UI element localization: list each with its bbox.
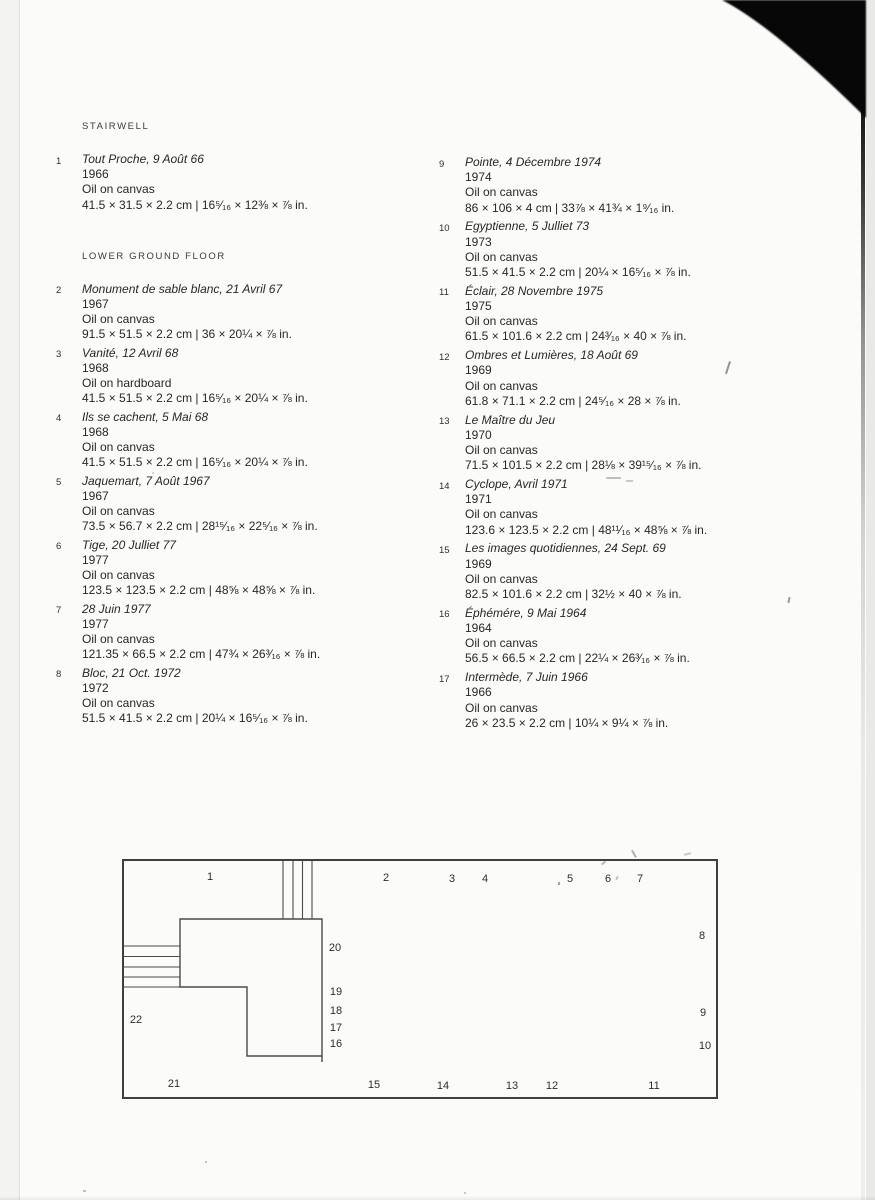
artwork-medium: Oil on canvas [465,443,538,458]
artwork-medium: Oil on canvas [82,696,155,711]
floor-plan-drawing [122,859,718,1099]
artwork-title: Le Maître du Jeu [465,412,556,427]
artwork-number: 17 [439,673,450,685]
artwork-number: 11 [439,287,449,299]
page-corner-fold [715,0,875,126]
artwork-dimensions: 86 × 106 × 4 cm | 33⅞ × 41¾ × 1⁹⁄₁₆ in. [465,200,675,215]
artwork-title: Ombres et Lumières, 18 Août 69 [465,348,638,363]
stairs-left [123,946,180,987]
artwork-entry [56,152,406,213]
artwork-number: 16 [439,609,450,621]
artwork-medium: Oil on canvas [465,378,538,393]
artwork-title: Tige, 20 Julliet 77 [82,537,176,552]
artwork-year: 1975 [465,299,492,314]
floor-plan-label: 11 [648,1080,660,1092]
scan-bottom-shadow [0,1196,875,1200]
artwork-number: 7 [56,605,62,617]
artwork-year: 1969 [465,556,492,571]
artwork-title: Bloc, 21 Oct. 1972 [82,665,181,680]
scan-artifact [464,1192,466,1194]
artwork-number: 5 [56,477,62,489]
artwork-number: 15 [439,544,450,556]
artwork-dimensions: 41.5 × 51.5 × 2.2 cm | 16⁵⁄₁₆ × 20¼ × ⅞ in. [82,391,308,406]
floor-plan-label: 21 [167,1078,181,1090]
floor-plan [122,859,718,1099]
artwork-dimensions: 71.5 × 101.5 × 2.2 cm | 28⅛ × 39¹⁵⁄₁₆ × ⅞ in. [465,458,702,473]
floor-plan-label: 1 [206,871,214,883]
scan-artifact [626,480,633,482]
floor-plan-label: 18 [329,1005,343,1017]
artwork-medium: Oil on canvas [82,182,155,197]
artwork-year: 1977 [82,553,109,568]
artwork-entry [439,284,789,345]
artwork-details [465,284,686,345]
floor-plan-label: 16 [329,1038,343,1050]
artwork-title: Éphémére, 9 Mai 1964 [465,605,587,620]
floor-plan-label: 22 [129,1014,143,1026]
artwork-entry [439,606,789,667]
artwork-entry [439,413,789,474]
artwork-details [465,606,690,667]
artwork-details [82,666,308,727]
artwork-title: Les images quotidiennes, 24 Sept. 69 [465,541,666,556]
artwork-year: 1972 [82,681,109,696]
floor-plan-label: 17 [329,1022,343,1034]
artwork-medium: Oil on canvas [82,632,155,647]
artwork-dimensions: 41.5 × 51.5 × 2.2 cm | 16⁵⁄₁₆ × 20¼ × ⅞ in. [82,455,308,470]
artwork-entry [439,670,789,731]
artwork-medium: Oil on canvas [465,700,538,715]
scan-artifact [83,1190,86,1192]
artwork-number: 9 [439,158,445,170]
artwork-title: Intermède, 7 Juin 1966 [465,670,588,685]
artwork-entry [56,474,406,535]
artwork-title: Vanité, 12 Avril 68 [82,345,179,360]
floor-plan-label: 20 [328,942,342,954]
artwork-entry [56,282,406,343]
floor-plan-label: 15 [367,1079,381,1091]
artwork-title: Éclair, 28 Novembre 1975 [465,283,604,298]
artwork-year: 1969 [465,363,492,378]
artwork-medium: Oil on canvas [82,312,155,327]
artwork-title: Tout Proche, 9 Août 66 [82,152,204,166]
artwork-details [82,152,308,213]
artwork-details [82,410,308,471]
artwork-year: 1968 [82,361,109,376]
artwork-dimensions: 41.5 × 31.5 × 2.2 cm | 16⁵⁄₁₆ × 12⅜ × ⅞ in. [82,197,308,212]
artwork-year: 1973 [465,234,492,249]
scan-artifact [787,597,790,603]
section-header: STAIRWELL [82,121,150,132]
artwork-entry [439,477,789,538]
artwork-year: 1971 [465,492,492,507]
artwork-details [82,474,318,535]
artwork-dimensions: 61.5 × 101.6 × 2.2 cm | 24³⁄₁₆ × 40 × ⅞ in. [465,329,687,344]
artwork-details [82,602,320,663]
section-header: LOWER GROUND FLOOR [82,250,226,262]
floor-plan-label: 14 [436,1080,450,1092]
artwork-entry [439,541,789,602]
artwork-medium: Oil on canvas [465,636,538,651]
artwork-title: 28 Juin 1977 [82,601,151,616]
artwork-medium: Oil on hardboard [82,376,172,391]
artwork-number: 10 [439,222,450,234]
artwork-number: 12 [439,351,450,363]
artwork-entry [56,666,406,727]
artwork-dimensions: 61.8 × 71.1 × 2.2 cm | 24⁵⁄₁₆ × 28 × ⅞ in. [465,393,681,408]
artwork-year: 1977 [82,617,109,632]
artwork-dimensions: 26 × 23.5 × 2.2 cm | 10¼ × 9¼ × ⅞ in. [465,715,669,730]
artwork-details [465,541,682,602]
scan-artifact [606,477,621,479]
scan-right-margin [866,0,875,1200]
artwork-details [82,282,292,343]
floor-plan-label: 4 [481,873,489,885]
artwork-dimensions: 123.6 × 123.5 × 2.2 cm | 48¹¹⁄₁₆ × 48⅝ × ⅞ in. [465,522,708,537]
artwork-details [82,538,315,599]
column-left [56,121,406,730]
artwork-dimensions: 51.5 × 41.5 × 2.2 cm | 20¼ × 16⁵⁄₁₆ × ⅞ in. [465,265,691,280]
floor-plan-label: 12 [545,1080,559,1092]
artwork-title: Jaquemart, 7 Août 1967 [82,473,210,488]
floor-plan-label: 10 [698,1040,712,1052]
artwork-medium: Oil on canvas [465,249,538,264]
floor-plan-label: 7 [636,873,644,885]
artwork-medium: Oil on canvas [465,507,538,522]
floor-plan-label: 9 [699,1007,707,1019]
artwork-number: 6 [56,541,62,553]
artwork-details [465,155,674,216]
scan-artifact [631,850,636,858]
floor-plan-label: 13 [505,1080,519,1092]
artwork-dimensions: 91.5 × 51.5 × 2.2 cm | 36 × 20¼ × ⅞ in. [82,327,292,342]
artwork-entry [56,538,406,599]
floor-plan-label: 6 [604,873,612,885]
artwork-number: 2 [56,285,62,297]
artwork-entry [56,410,406,471]
artwork-title: Monument de sable blanc, 21 Avril 67 [82,281,283,296]
artwork-number: 3 [56,349,62,361]
artwork-year: 1974 [465,170,492,185]
artwork-year: 1966 [465,685,492,700]
artwork-medium: Oil on canvas [82,504,155,519]
artwork-year: 1967 [82,297,109,312]
artwork-year: 1968 [82,425,109,440]
artwork-details [465,348,681,409]
artwork-year: 1964 [465,621,492,636]
scan-right-shadow-line [861,95,865,1200]
artwork-number: 8 [56,669,62,681]
floor-plan-label: 8 [698,930,706,942]
artwork-number: 14 [439,480,450,492]
artwork-details [465,477,707,538]
artwork-title: Pointe, 4 Décembre 1974 [465,155,602,169]
column-right [439,155,789,735]
artwork-title: Cyclope, Avril 1971 [465,477,568,492]
artwork-number: 4 [56,413,62,425]
artwork-entry [439,348,789,409]
artwork-medium: Oil on canvas [82,440,155,455]
floor-plan-label: 5 [566,873,574,885]
artwork-details [82,346,308,407]
stairs-top [283,860,312,919]
artwork-dimensions: 121.35 × 66.5 × 2.2 cm | 47¾ × 26³⁄₁₆ × ⅞ in. [82,647,321,662]
artwork-details [465,413,701,474]
scan-left-margin [0,0,20,1200]
artwork-dimensions: 56.5 × 66.5 × 2.2 cm | 22¼ × 26³⁄₁₆ × ⅞ in. [465,651,690,666]
artwork-year: 1970 [465,427,492,442]
artwork-number: 1 [56,155,62,167]
artwork-details [465,219,691,280]
artwork-dimensions: 73.5 × 56.7 × 2.2 cm | 28¹⁵⁄₁₆ × 22⁵⁄₁₆ × ⅞ in. [82,519,318,534]
artwork-entry [56,346,406,407]
floor-plan-label: 2 [382,872,390,884]
artwork-medium: Oil on canvas [465,314,538,329]
artwork-medium: Oil on canvas [465,185,538,200]
scan-artifact [684,852,691,855]
artwork-details [465,670,668,731]
artwork-medium: Oil on canvas [82,568,155,583]
artwork-dimensions: 82.5 × 101.6 × 2.2 cm | 32½ × 40 × ⅞ in. [465,587,682,602]
artwork-number: 13 [439,416,450,428]
artwork-title: Egyptienne, 5 Julliet 73 [465,219,590,234]
scan-artifact [152,472,154,474]
artwork-title: Ils se cachent, 5 Mai 68 [82,409,209,424]
artwork-year: 1967 [82,489,109,504]
floor-plan-label: 19 [329,986,343,998]
floor-plan-label: 3 [448,873,456,885]
artwork-dimensions: 51.5 × 41.5 × 2.2 cm | 20¼ × 16⁵⁄₁₆ × ⅞ in. [82,711,308,726]
scan-artifact [558,882,560,885]
artwork-entry [439,219,789,280]
artwork-entry [439,155,789,216]
artwork-year: 1966 [82,167,109,182]
floor-plan-inner-room [180,919,322,1056]
floor-plan-outer-wall [123,860,717,1098]
artwork-dimensions: 123.5 × 123.5 × 2.2 cm | 48⅝ × 48⅝ × ⅞ in. [82,583,316,598]
artwork-medium: Oil on canvas [465,571,538,586]
artwork-entry [56,602,406,663]
scan-artifact [205,1161,207,1163]
